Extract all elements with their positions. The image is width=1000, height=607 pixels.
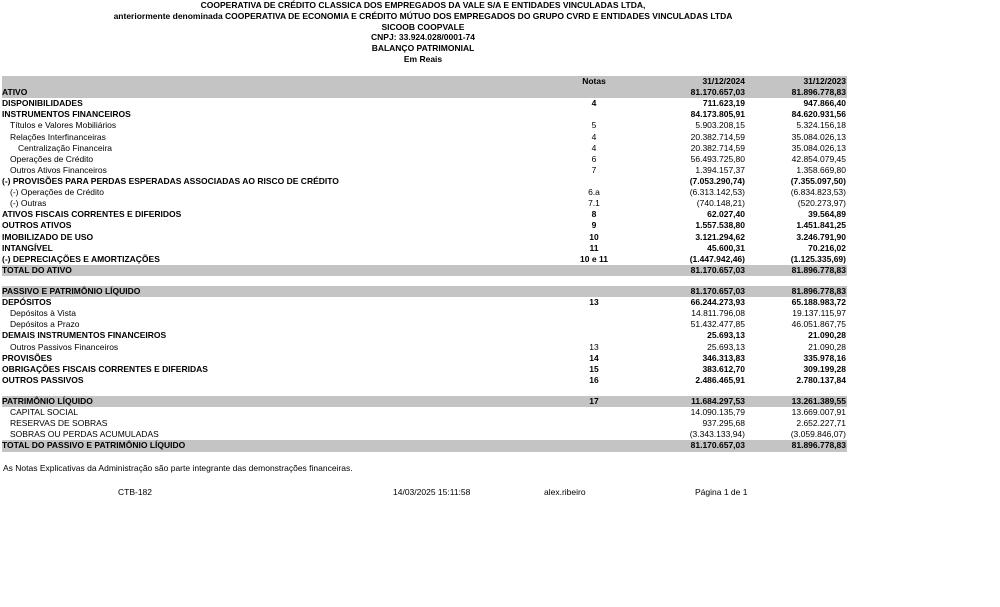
row-notes: 4 — [591, 142, 597, 153]
row-notes: 9 — [591, 220, 597, 231]
row-value-2024: 711.623,19 — [702, 98, 745, 109]
table-row — [2, 120, 847, 131]
row-notes — [532, 319, 656, 330]
row-value-2024: (6.313.142,53) — [689, 187, 745, 198]
company-former-name: anteriormente denominada COOPERATIVA DE ECONOMIA E CRÉDITO MÚTUO DOS EMPREGADOS DO GRUPO CVRD E ENTIDADES VINCULADAS LTDA — [113, 10, 733, 21]
row-value-2024: 20.382.714,59 — [690, 142, 745, 153]
currency-unit: Em Reais — [403, 53, 443, 64]
spacer-row — [2, 386, 847, 396]
row-value-2024: 81.170.657,03 — [656, 440, 745, 451]
row-label: CAPITAL SOCIAL — [10, 407, 79, 418]
row-notes: 7 — [591, 164, 597, 175]
row-value-2024: 84.173.805,91 — [690, 109, 745, 120]
table-row — [2, 254, 847, 265]
table-row — [2, 198, 847, 209]
row-label: Depósitos a Prazo — [10, 319, 80, 330]
row-value-2024: 20.382.714,59 — [690, 131, 745, 142]
spacer-row — [2, 276, 847, 286]
row-notes — [532, 176, 656, 187]
row-notes — [532, 87, 656, 98]
row-value-2024: 81.170.657,03 — [656, 87, 745, 98]
table-row — [2, 353, 847, 364]
row-value-2024: 25.693,13 — [707, 330, 745, 341]
table-row — [2, 209, 847, 220]
row-value-2023: 5.324.156,18 — [796, 120, 846, 131]
row-value-2024: 11.684.297,53 — [656, 396, 745, 407]
row-value-2023: 81.896.778,83 — [745, 265, 847, 276]
row-value-2024: 45.600,31 — [707, 242, 745, 253]
row-value-2023: 2.652.227,71 — [796, 418, 846, 429]
table-row — [2, 364, 847, 375]
row-label: DISPONIBILIDADES — [2, 98, 83, 109]
row-notes: 7.1 — [588, 198, 600, 209]
row-notes: 15 — [589, 363, 599, 374]
table-row — [2, 87, 847, 98]
row-notes: 6.a — [588, 187, 600, 198]
row-value-2023: 2.780.137,84 — [796, 374, 846, 385]
row-value-2023: 1.451.841,25 — [796, 220, 846, 231]
row-value-2024: 346.313,83 — [702, 352, 745, 363]
row-value-2024: 62.027,40 — [707, 209, 745, 220]
row-value-2023: 46.051.867,75 — [791, 319, 846, 330]
row-label: RESERVAS DE SOBRAS — [10, 418, 108, 429]
table-row — [2, 165, 847, 176]
row-notes: 10 — [589, 231, 599, 242]
row-value-2023: 70.216,02 — [808, 242, 846, 253]
row-notes — [532, 330, 656, 341]
row-value-2024: 81.170.657,03 — [656, 286, 745, 297]
balance-sheet-table — [2, 76, 847, 452]
report-title: BALANÇO PATRIMONIAL — [371, 43, 475, 54]
row-value-2023: 65.188.983,72 — [791, 297, 846, 308]
row-notes — [532, 418, 656, 429]
footnote: As Notas Explicativas da Administração são parte integrante das demonstrações financeiras. — [3, 463, 353, 473]
row-value-2023: (3.059.846,07) — [790, 429, 846, 440]
cnpj: CNPJ: 33.924.028/0001-74 — [371, 32, 475, 43]
row-notes — [532, 109, 656, 120]
row-label: PROVISÕES — [2, 352, 53, 363]
row-value-2024: 51.432.477,85 — [690, 319, 745, 330]
table-row — [2, 98, 847, 109]
row-label: TOTAL DO PASSIVO E PATRIMÔNIO LÍQUIDO — [2, 440, 532, 451]
table-row — [2, 319, 847, 330]
row-value-2023: 81.896.778,83 — [745, 87, 847, 98]
report-code: CTB-182 — [118, 487, 153, 497]
row-label: DEPÓSITOS — [2, 297, 52, 308]
row-notes: 5 — [591, 120, 597, 131]
trade-name: SICOOB COOPVALE — [381, 21, 465, 32]
report-header — [0, 0, 846, 65]
row-notes — [532, 286, 656, 297]
row-value-2024: 383.612,70 — [702, 363, 745, 374]
header-2024: 31/12/2024 — [656, 76, 745, 87]
row-value-2024: 81.170.657,03 — [656, 265, 745, 276]
table-row — [2, 187, 847, 198]
row-notes: 8 — [591, 209, 597, 220]
table-row — [2, 154, 847, 165]
row-value-2023: 13.261.389,55 — [745, 396, 847, 407]
table-row — [2, 429, 847, 440]
row-value-2024: 3.121.294,62 — [695, 231, 745, 242]
row-label: (-) DEPRECIAÇÕES E AMORTIZAÇÕES — [2, 253, 160, 264]
row-value-2023: 19.137.115,97 — [792, 308, 846, 319]
table-row — [2, 109, 847, 120]
table-row — [2, 220, 847, 231]
row-value-2023: 84.620.931,56 — [791, 109, 846, 120]
row-value-2023: 21.090,28 — [808, 341, 846, 352]
row-label: Depósitos à Vista — [10, 308, 76, 319]
table-row — [2, 396, 847, 407]
table-row — [2, 176, 847, 187]
row-label: (-) Outras — [10, 198, 47, 209]
row-notes: 13 — [589, 297, 599, 308]
row-label: Operações de Crédito — [10, 153, 94, 164]
row-notes: 4 — [591, 98, 597, 109]
row-label: TOTAL DO ATIVO — [2, 265, 532, 276]
row-value-2023: 335.978,16 — [803, 352, 846, 363]
row-value-2024: 1.557.538,80 — [695, 220, 745, 231]
row-notes: 16 — [589, 374, 599, 385]
row-label: IMOBILIZADO DE USO — [2, 231, 94, 242]
row-notes — [532, 440, 656, 451]
header-notes: Notas — [532, 76, 656, 87]
row-label: PASSIVO E PATRIMÔNIO LÍQUIDO — [2, 286, 532, 297]
row-value-2023: 35.084.026,13 — [791, 131, 846, 142]
row-value-2023: (1.125.335,69) — [790, 253, 846, 264]
row-value-2023: (520.273,97) — [797, 198, 846, 209]
row-value-2023: (7.355.097,50) — [790, 176, 846, 187]
row-value-2024: 14.090.135,79 — [690, 407, 745, 418]
row-value-2023: 81.896.778,83 — [745, 440, 847, 451]
row-value-2024: (1.447.942,46) — [689, 253, 745, 264]
row-value-2024: (740.148,21) — [696, 198, 745, 209]
row-label: PATRIMÔNIO LÍQUIDO — [2, 396, 532, 407]
row-value-2024: 5.903.208,15 — [695, 120, 745, 131]
table-row — [2, 232, 847, 243]
row-notes: 6 — [591, 153, 597, 164]
table-row — [2, 330, 847, 341]
table-row — [2, 286, 847, 297]
row-notes: 14 — [589, 352, 599, 363]
row-label: DEMAIS INSTRUMENTOS FINANCEIROS — [2, 330, 167, 341]
row-value-2024: 1.394.157,37 — [695, 164, 745, 175]
row-label: (-) Operações de Crédito — [10, 187, 105, 198]
row-notes: 13 — [589, 341, 599, 352]
company-name: COOPERATIVA DE CRÉDITO CLASSICA DOS EMPREGADOS DA VALE S/A E ENTIDADES VINCULADAS LTDA, — [200, 0, 646, 10]
table-row — [2, 297, 847, 308]
row-value-2024: 66.244.273,93 — [690, 297, 745, 308]
row-label: ATIVO — [2, 87, 532, 98]
header-label — [2, 76, 532, 87]
row-value-2023: 13.669.007,91 — [791, 407, 846, 418]
row-value-2023: 35.084.026,13 — [791, 142, 846, 153]
row-notes: 10 e 11 — [580, 253, 608, 264]
row-value-2023: (6.834.823,53) — [790, 187, 846, 198]
table-row — [2, 132, 847, 143]
row-value-2023: 81.896.778,83 — [745, 286, 847, 297]
table-row — [2, 243, 847, 254]
table-row — [2, 143, 847, 154]
row-label: OBRIGAÇÕES FISCAIS CORRENTES E DIFERIDAS — [2, 363, 208, 374]
row-value-2024: 14.811.796,08 — [691, 308, 745, 319]
row-notes — [532, 407, 656, 418]
row-notes — [532, 429, 656, 440]
table-row — [2, 308, 847, 319]
row-value-2023: 42.854.079,45 — [791, 153, 846, 164]
row-value-2023: 947.866,40 — [803, 98, 846, 109]
table-header-row — [2, 76, 847, 87]
row-label: INTANGÍVEL — [2, 242, 53, 253]
row-label: SOBRAS OU PERDAS ACUMULADAS — [10, 429, 159, 440]
row-value-2023: 21.090,28 — [808, 330, 846, 341]
table-row — [2, 375, 847, 386]
row-value-2023: 1.358.669,80 — [796, 164, 846, 175]
table-row — [2, 440, 847, 451]
row-value-2024: 2.486.465,91 — [695, 374, 745, 385]
row-value-2024: 56.493.725,80 — [690, 153, 745, 164]
row-value-2024: (7.053.290,74) — [689, 176, 745, 187]
row-label: ATIVOS FISCAIS CORRENTES E DIFERIDOS — [2, 209, 182, 220]
row-label: (-) PROVISÕES PARA PERDAS ESPERADAS ASSOCIADAS AO RISCO DE CRÉDITO — [2, 176, 339, 187]
row-label: Centralização Financeira — [18, 142, 113, 153]
user-name: alex.ribeiro — [544, 487, 586, 497]
row-label: Outros Ativos Financeiros — [10, 164, 107, 175]
row-notes — [532, 265, 656, 276]
row-label: Títulos e Valores Mobiliários — [10, 120, 117, 131]
header-2023: 31/12/2023 — [745, 76, 847, 87]
row-value-2024: 937.295,68 — [702, 418, 745, 429]
table-row — [2, 407, 847, 418]
row-value-2023: 309.199,28 — [803, 363, 846, 374]
row-value-2024: 25.693,13 — [707, 341, 745, 352]
row-label: Relações Interfinanceiras — [10, 131, 106, 142]
row-notes: 4 — [591, 131, 597, 142]
row-notes — [532, 308, 656, 319]
page-number: Página 1 de 1 — [695, 487, 748, 497]
row-notes: 11 — [589, 242, 599, 253]
row-label: OUTROS PASSIVOS — [2, 374, 84, 385]
row-value-2023: 39.564,89 — [808, 209, 846, 220]
row-notes: 17 — [532, 396, 656, 407]
print-datetime: 14/03/2025 15:11:58 — [393, 487, 471, 497]
table-row — [2, 342, 847, 353]
row-value-2023: 3.246.791,90 — [796, 231, 846, 242]
row-label: Outros Passivos Financeiros — [10, 341, 119, 352]
table-row — [2, 265, 847, 276]
row-value-2024: (3.343.133,94) — [689, 429, 745, 440]
row-label: OUTROS ATIVOS — [2, 220, 72, 231]
row-label: INSTRUMENTOS FINANCEIROS — [2, 109, 131, 120]
table-row — [2, 418, 847, 429]
